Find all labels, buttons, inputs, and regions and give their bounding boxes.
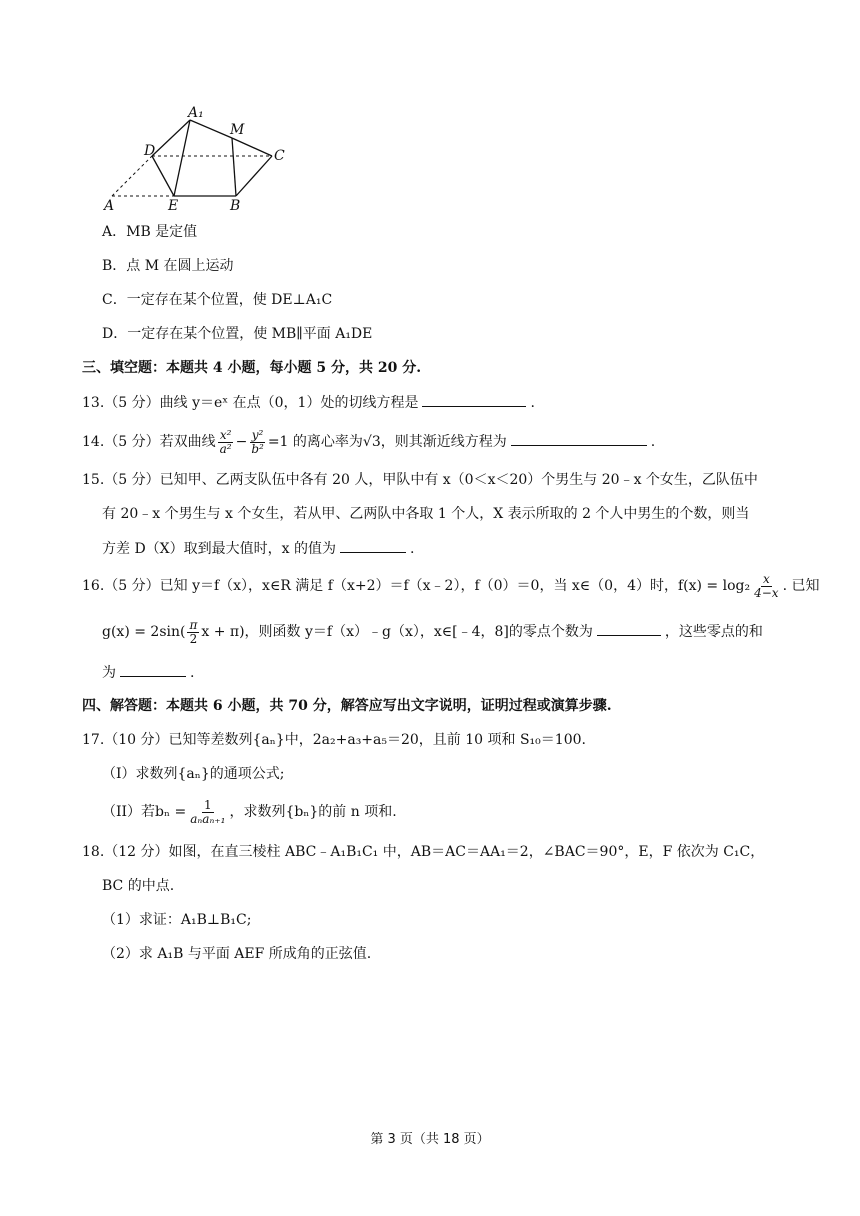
q18-line1: 18.（12 分）如图，在直三棱柱 ABC﹣A₁B₁C₁ 中，AB＝AC＝AA₁＝2，∠BAC＝90°，E，F 依次为 C₁C， [82, 844, 765, 860]
q16-line1-end: . 已知 [782, 578, 820, 594]
q16-line2-text: x + π)，则函数 y＝f（x）﹣g（x），x∈[﹣4，8]的零点个数为 [201, 624, 593, 640]
geometry-figure [100, 100, 300, 215]
q15-line3-text: 方差 D（X）取到最大值时，x 的值为 [102, 541, 336, 557]
question-13 [82, 392, 535, 413]
q13-answer-blank [422, 392, 526, 407]
q16-line3-text: 为 [102, 665, 116, 681]
label-a1: A₁ [188, 105, 204, 121]
section3-title: 三、填空题：本题共 4 小题，每小题 5 分，共 20 分. [82, 360, 422, 376]
q16-answer-blank-1 [597, 621, 661, 636]
q12-option-b: B．点 M 在圆上运动 [102, 258, 234, 274]
q17-frac: $\frac{1}{\text{aₙaₙ₊₁}}$ [190, 797, 226, 826]
q13-text: 13.（5 分）曲线 y＝eˣ 在点（0，1）处的切线方程是 [82, 395, 419, 411]
q14-frac-x: $\frac{\text{x²}}{\text{a²}}$ [219, 427, 232, 456]
q14-frac-y: $\frac{\text{y²}}{\text{b²}}$ [251, 427, 264, 456]
q17-part1: （I）求数列{aₙ}的通项公式; [102, 766, 285, 782]
q17-part2-text: （II）若bₙ = [102, 804, 187, 820]
q16-answer-blank-2 [120, 662, 186, 677]
q18-part2: （2）求 A₁B 与平面 AEF 所成角的正弦值. [102, 946, 372, 962]
q16-g-def: g(x) = 2sin( [102, 624, 186, 640]
section4-title: 四、解答题：本题共 6 小题，共 70 分，解答应写出文字说明，证明过程或演算步骤. [82, 698, 612, 714]
q16-line2-end: ，这些零点的和 [664, 624, 763, 640]
label-a: A [104, 198, 115, 214]
page-footer: 第 3 页（共 18 页） [370, 1132, 490, 1147]
q14-answer-blank [511, 431, 647, 446]
q13-end: . [530, 395, 535, 411]
q16-line3 [102, 662, 194, 683]
q14-mid: =1 的离心率为√3，则其渐近线方程为 [267, 434, 507, 450]
label-c: C [274, 148, 285, 164]
label-d: D [144, 143, 156, 159]
q15-line1: 15.（5 分）已知甲、乙两支队伍中各有 20 人，甲队中有 x（0＜x＜20）个男生与 20﹣x 个女生，乙队伍中 [82, 472, 758, 488]
label-e: E [168, 198, 179, 214]
q17-part2-end: ，求数列{bₙ}的前 n 项和. [229, 804, 397, 820]
q14-minus: − [235, 434, 248, 450]
q16-line1 [82, 568, 819, 604]
q18-part1: （1）求证：A₁B⊥B₁C; [102, 912, 252, 928]
q15-answer-blank [340, 538, 406, 553]
label-b: B [230, 198, 241, 214]
q16-pi-frac: $\frac{\pi}{2}$ [189, 617, 198, 646]
q15-line2: 有 20﹣x 个男生与 x 个女生，若从甲、乙两队中各取 1 个人，X 表示所取的 2 个人中男生的个数，则当 [102, 506, 750, 522]
label-m: M [230, 122, 245, 138]
question-14 [82, 424, 655, 460]
q16-line2 [102, 614, 763, 650]
q15-end: . [410, 541, 415, 557]
q18-line2: BC 的中点. [102, 878, 175, 894]
q12-option-d: D．一定存在某个位置，使 MB∥平面 A₁DE [102, 326, 373, 342]
q12-option-a: A．MB 是定值 [102, 224, 198, 240]
q17-line1: 17.（10 分）已知等差数列{aₙ}中，2a₂+a₃+a₅＝20，且前 10 项和 S₁₀＝100. [82, 732, 586, 748]
q14-pre: 14.（5 分）若双曲线 [82, 434, 216, 450]
q17-part2 [102, 794, 397, 830]
q16-end: . [190, 665, 195, 681]
q14-end: . [650, 434, 656, 450]
q15-line3 [102, 538, 414, 559]
q12-option-c: C．一定存在某个位置，使 DE⊥A₁C [102, 292, 333, 308]
q16-line1-text: 16.（5 分）已知 y＝f（x），x∈R 满足 f（x+2）＝f（x﹣2），f（0）＝0，当 x∈（0，4）时，f(x) = log₂ [82, 578, 751, 594]
q16-log-frac: $\frac{x}{4-x}$ [754, 571, 779, 600]
